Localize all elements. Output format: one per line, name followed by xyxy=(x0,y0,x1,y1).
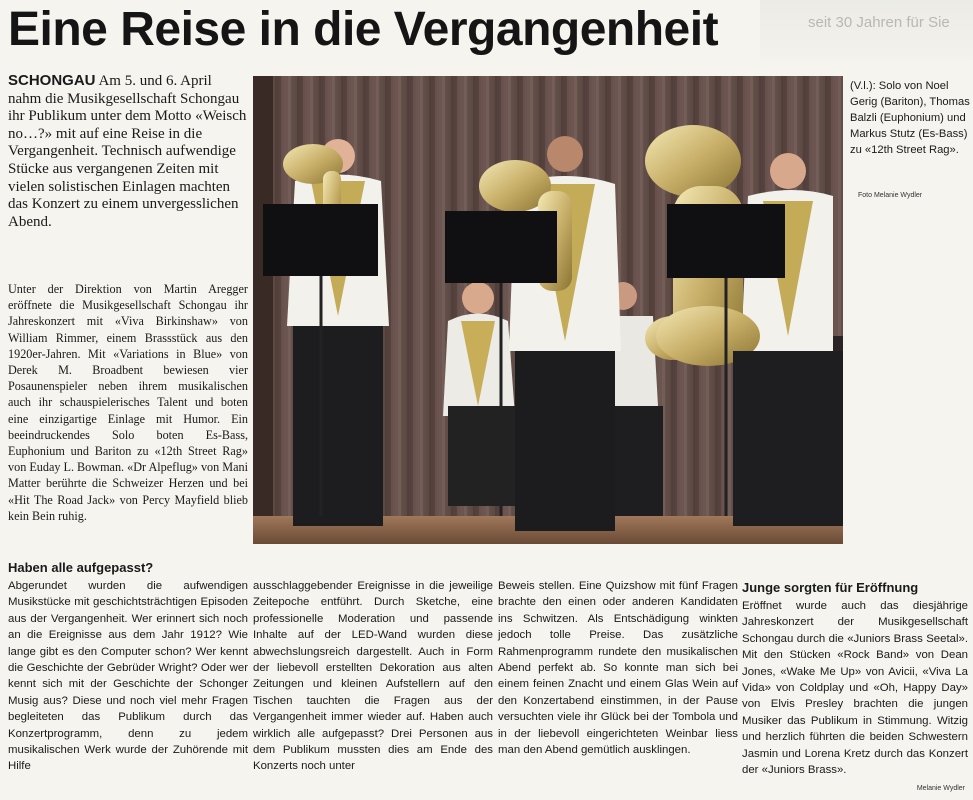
headline: Eine Reise in die Vergangenheit xyxy=(8,3,719,56)
musician-bariton xyxy=(283,139,389,526)
article-credit: Melanie Wydler xyxy=(916,785,965,792)
section1-column-1: Abgerundet wurden die aufwendigen Musikstücke mit geschichtsträchtigen Episoden aus der Vergangenheit. Wer erinnert sich noch an die Ereignisse aus dem Jahr 1912? Wie lange gibt es den Computer schon? Wer kennt die Geschichte der Gebrüder Wright? Oder wer kennt sich mit der Geschichte der Schonger Musig aus? Diese und noch viel mehr Fragen begleiteten das Publikum durch das Konzertprogramm, denn zu jedem musikalischen Werk wurde der Zuhörende mit Hilfe xyxy=(8,580,248,773)
section1-column-2: ausschlaggebender Ereignisse in die jeweilige Zeitepoche entführt. Durch Sketche, eine professionelle Moderation und passende Inhalte auf der LED-Wand wurden diese abwechslungsreich dargestellt. Auch in Form der liebevoll erstellten Dekoration aus alten Zeitungen und kleinen Aufstellern auf den Tischen tauchten die Fragen aus der Vergangenheit immer wieder auf. Haben auch wirklich alle aufgepasst? Drei Personen aus dem Publikum mussten dies am Ende des Konzerts noch unter xyxy=(253,580,493,773)
photo-credit: Foto Melanie Wydler xyxy=(858,192,923,199)
lead-paragraph xyxy=(8,72,248,231)
body-paragraph-1: Unter der Direktion von Martin Aregger eröffnete die Musikgesellschaft Schongau ihr Jahreskonzert mit «Viva Birkinshaw» von William Rimmer, einem Brassstück aus den 1920er-Jahren. Mit «Variations in Blue» von Derek M. Broadbent bewiesen vier Posaunenspieler neben ihrem musikalischen auch ihr schauspielerisches Talent und boten eine einzigartige Einlage mit Humor. Ein beeindruckendes Solo boten Es-Bass, Euphonium und Bariton zu «12th Street Rag» von Euday L. Bowman. «Dr Alpeflug» von Mani Matter berührte die Schweizer Herzen und bei «Hit The Road Jack» von Percy Mayfield blieb kein Bein ruhig. xyxy=(8,282,248,523)
adjacent-article-fragment: seit 30 Jahren für Sie xyxy=(760,0,973,60)
concert-photo xyxy=(253,76,843,544)
subheading-haben-alle-aufgepasst: Haben alle aufgepasst? xyxy=(8,560,154,575)
subheading-junge-sorgten: Junge sorgten für Eröffnung xyxy=(742,580,919,595)
section1-column-3: Beweis stellen. Eine Quizshow mit fünf Fragen brachte den einen oder anderen Kandidaten ins Schwitzen. Als Entschädigung winkten jedoch tolle Preise. Das zusätzliche Rahmenprogramm rundete den musikalischen Abend perfekt ab. So konnte man sich bei einem feinen Znacht und einem Glas Wein auf den Konzertabend einstimmen, in der Pause versuchten viele ihr Glück bei der Tombola und in der liebevoll eingerichteten Weinbar liess man den Abend gemütlich ausklingen. xyxy=(498,580,738,757)
dateline-place: SCHONGAU xyxy=(8,72,96,89)
lead-text: Am 5. und 6. April nahm die Musikgesellschaft Schongau ihr Publikum unter dem Motto «Weisch no…?» mit auf eine Reise in die Vergangenheit. Technisch aufwendige Stücke aus vergangenen Zeiten mit vielen solistischen Einlagen machten das Konzert zu einem unvergesslichen Abend. xyxy=(8,73,247,230)
section2-text: Eröffnet wurde auch das diesjährige Jahreskonzert der Musikgesellschaft Schongau durch die «Juniors Brass Seetal». Mit den Stücken «Rock Band» von Dean Jones, «Wake Me Up» von Avicii, «Viva La Vida» von Coldplay und «Oh, Happy Day» von Elvis Presley brachten die jungen Musiker das Publikum in Stimmung. Witzig und herzlich führten die beiden Schwestern Jasmin und Lorena Kretz durch das Konzert der «Juniors Brass». xyxy=(742,600,968,777)
photo-caption: (V.l.): Solo von Noel Gerig (Bariton), Thomas Balzli (Euphonium) und Markus Stutz (Es-Bass) zu «12th Street Rag». xyxy=(850,80,970,156)
